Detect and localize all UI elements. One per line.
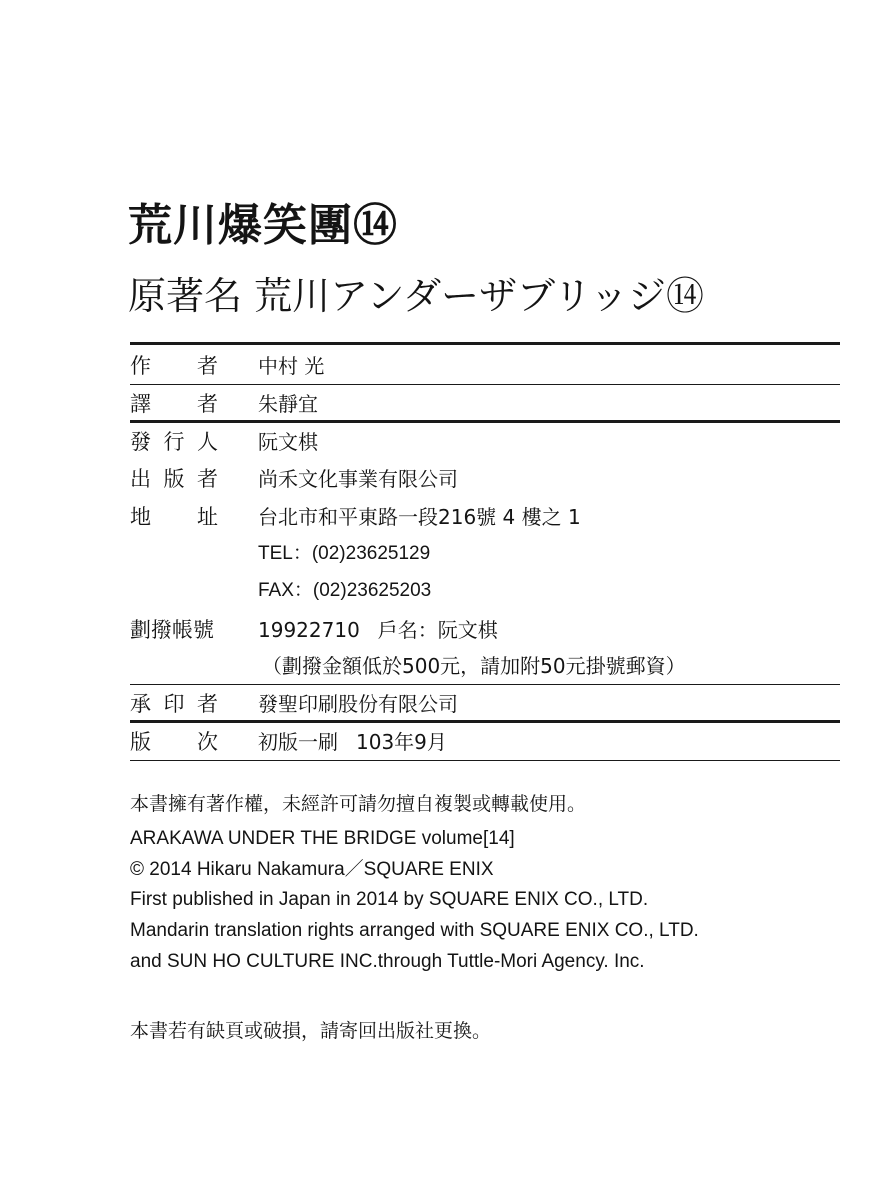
edition-date: 103年9月 xyxy=(356,730,447,754)
copyright-notice: 本書擁有著作權，未經許可請勿擅自複製或轉載使用。 xyxy=(130,793,587,815)
postal-account-holder: 戶名：阮文棋 xyxy=(377,618,498,642)
return-notice: 本書若有缺頁或破損，請寄回出版社更換。 xyxy=(130,1020,492,1042)
edition-label: 版 次 xyxy=(130,730,218,754)
address-value: 台北市和平東路一段216號 4 樓之 1 xyxy=(258,505,581,529)
fax-value: FAX：(02)23625203 xyxy=(258,580,432,601)
english-line-4: Mandarin translation rights arranged with SQUARE ENIX CO., LTD. xyxy=(130,920,699,941)
top-rule xyxy=(130,342,840,345)
edition-number: 初版一刷 xyxy=(258,730,338,754)
translator-label: 譯 者 xyxy=(130,392,218,416)
printer-name: 發聖印刷股份有限公司 xyxy=(258,692,458,716)
tel-value: TEL：(02)23625129 xyxy=(258,543,431,564)
thin-rule xyxy=(130,684,840,685)
edition-value xyxy=(258,728,447,756)
publisher-person-name: 阮文棋 xyxy=(258,430,318,454)
english-line-2: © 2014 Hikaru Nakamura／SQUARE ENIX xyxy=(130,859,494,880)
english-line-5: and SUN HO CULTURE INC.through Tuttle-Mori Agency. Inc. xyxy=(130,951,645,972)
publisher-person-label: 發 行 人 xyxy=(130,430,218,454)
author-name: 中村 光 xyxy=(258,354,325,378)
thick-rule xyxy=(130,720,840,723)
address-label: 地 址 xyxy=(130,505,218,529)
original-title: 原著名 荒川アンダーザブリッジ⑭ xyxy=(128,274,705,318)
postal-account-note: （劃撥金額低於500元，請加附50元掛號郵資） xyxy=(262,654,686,678)
printer-label: 承 印 者 xyxy=(130,692,218,716)
book-title: 荒川爆笑團⑭ xyxy=(128,200,398,251)
thin-rule xyxy=(130,384,840,385)
postal-account-number: 19922710 xyxy=(258,618,360,642)
english-line-1: ARAKAWA UNDER THE BRIDGE volume[14] xyxy=(130,828,515,849)
bottom-rule xyxy=(130,760,840,761)
publisher-label: 出 版 者 xyxy=(130,467,218,491)
postal-account-label: 劃撥帳號 xyxy=(130,618,214,642)
postal-account-value xyxy=(258,616,498,644)
thick-rule xyxy=(130,420,840,423)
author-label: 作 者 xyxy=(130,354,218,378)
publisher-name: 尚禾文化事業有限公司 xyxy=(258,467,458,491)
english-line-3: First published in Japan in 2014 by SQUARE ENIX CO., LTD. xyxy=(130,889,649,910)
translator-name: 朱靜宜 xyxy=(258,392,318,416)
